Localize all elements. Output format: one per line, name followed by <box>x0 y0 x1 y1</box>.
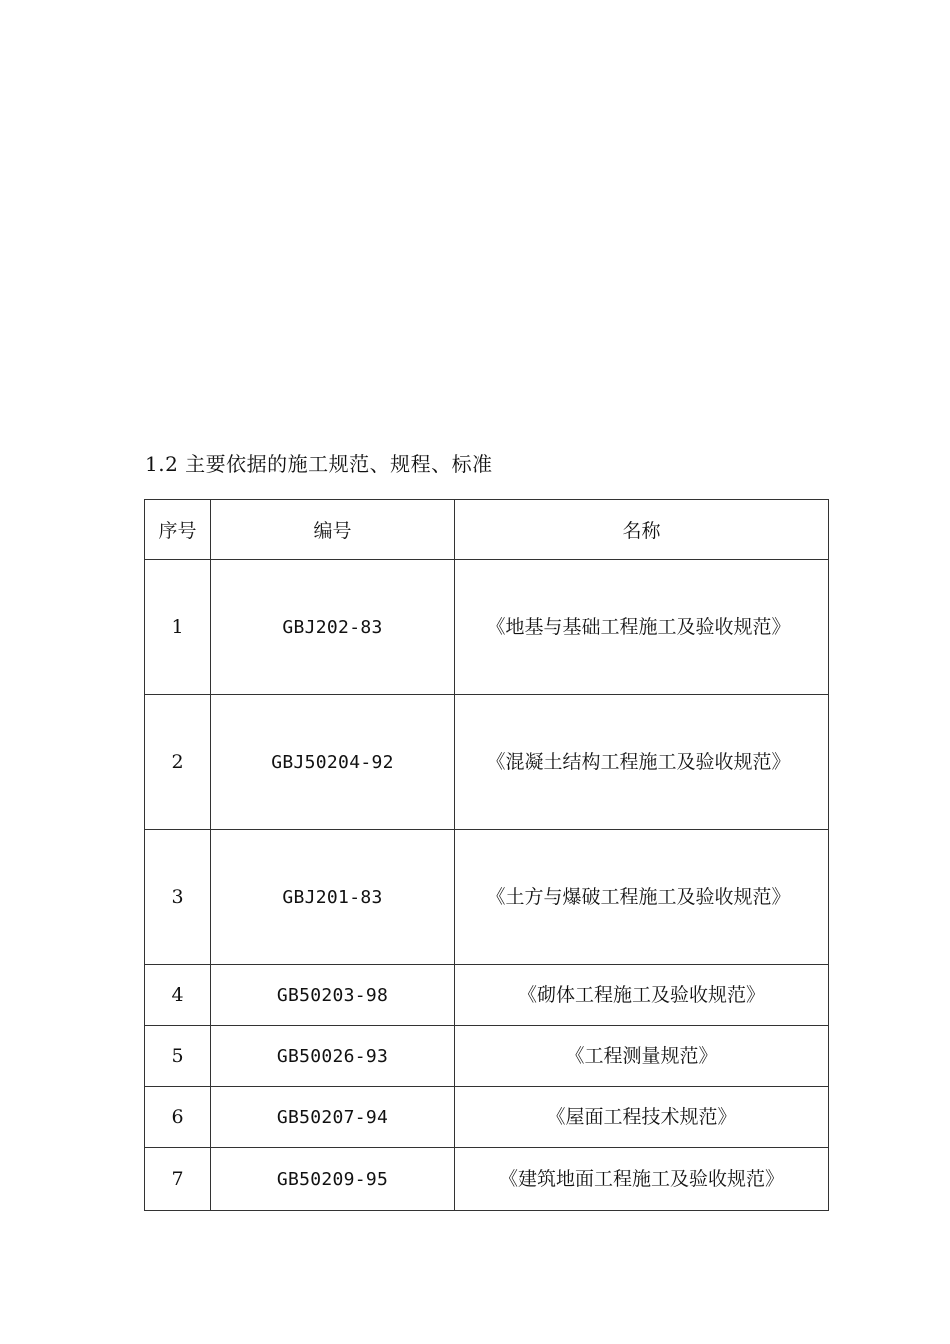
header-serial-number: 序号 <box>145 500 211 560</box>
row-serial-number: 3 <box>145 830 211 965</box>
row-code: GBJ202-83 <box>211 560 455 695</box>
row-name-cell <box>455 965 829 1026</box>
table-row <box>145 830 829 965</box>
row-serial-number: 5 <box>145 1026 211 1087</box>
row-code: GB50026-93 <box>211 1026 455 1087</box>
table-row <box>145 1026 829 1087</box>
row-name-cell <box>455 1026 829 1087</box>
row-code: GBJ50204-92 <box>211 695 455 830</box>
row-name: 《屋面工程技术规范》 <box>546 1106 737 1128</box>
row-name: 《混凝土结构工程施工及验收规范》 <box>486 750 791 773</box>
row-name: 《建筑地面工程施工及验收规范》 <box>498 1168 784 1190</box>
section-heading: 1.2 主要依据的施工规范、规程、标准 <box>145 452 493 476</box>
row-name: 《土方与爆破工程施工及验收规范》 <box>486 885 791 908</box>
table-row <box>145 695 829 830</box>
row-serial-number: 2 <box>145 695 211 830</box>
header-code: 编号 <box>211 500 455 560</box>
row-name: 《砌体工程施工及验收规范》 <box>517 984 765 1006</box>
row-code: GB50203-98 <box>211 965 455 1026</box>
row-name-cell <box>455 695 829 830</box>
row-serial-number: 6 <box>145 1087 211 1148</box>
table-row <box>145 1087 829 1148</box>
row-code: GB50207-94 <box>211 1087 455 1148</box>
standards-table <box>144 499 829 1211</box>
row-name-cell <box>455 1087 829 1148</box>
row-serial-number: 4 <box>145 965 211 1026</box>
row-code: GB50209-95 <box>211 1148 455 1211</box>
row-name-cell <box>455 830 829 965</box>
header-name: 名称 <box>455 500 829 560</box>
row-serial-number: 7 <box>145 1148 211 1211</box>
table-header-row <box>145 500 829 560</box>
row-code: GBJ201-83 <box>211 830 455 965</box>
row-serial-number: 1 <box>145 560 211 695</box>
row-name-cell <box>455 560 829 695</box>
table-row <box>145 965 829 1026</box>
row-name-cell <box>455 1148 829 1211</box>
row-name: 《地基与基础工程施工及验收规范》 <box>486 615 791 638</box>
table-row <box>145 560 829 695</box>
row-name: 《工程测量规范》 <box>565 1045 718 1067</box>
table-row <box>145 1148 829 1211</box>
